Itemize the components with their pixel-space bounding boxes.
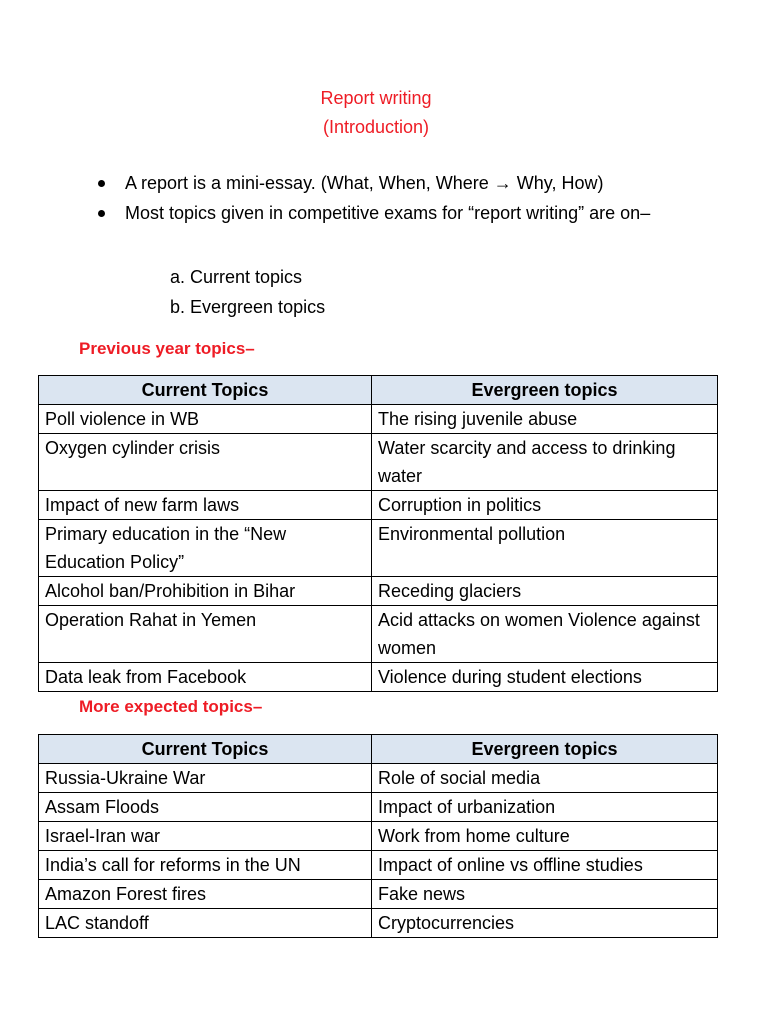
table-cell: Israel-Iran war	[39, 822, 372, 851]
table-cell: India’s call for reforms in the UN	[39, 851, 372, 880]
column-header: Evergreen topics	[372, 735, 718, 764]
table-cell: Alcohol ban/Prohibition in Bihar	[39, 577, 372, 606]
sublist-item-current: a. Current topics	[170, 267, 303, 287]
table-cell: Russia-Ukraine War	[39, 764, 372, 793]
table-header-row	[39, 376, 718, 405]
table-row	[39, 606, 718, 663]
table-row	[39, 851, 718, 880]
table-cell: Impact of new farm laws	[39, 491, 372, 520]
table-cell: Impact of online vs offline studies	[372, 851, 718, 880]
bullet-text: Most topics given in competitive exams for “report writing” are on–	[125, 203, 651, 223]
bullet-dot-icon	[98, 210, 105, 217]
table-row	[39, 491, 718, 520]
table-cell: Primary education in the “New Education Policy”	[39, 520, 372, 577]
bullet-text: A report is a mini-essay. (What, When, Where → Why, How)	[125, 173, 604, 193]
table-cell: Amazon Forest fires	[39, 880, 372, 909]
table-row	[39, 434, 718, 491]
table-header-row	[39, 735, 718, 764]
table-cell: Cryptocurrencies	[372, 909, 718, 938]
table-cell: The rising juvenile abuse	[372, 405, 718, 434]
table-cell: Fake news	[372, 880, 718, 909]
column-header: Current Topics	[39, 735, 372, 764]
table-cell: Role of social media	[372, 764, 718, 793]
previous-topics-table	[38, 375, 718, 692]
title-report-writing: Report writing	[320, 88, 432, 108]
table-cell: Assam Floods	[39, 793, 372, 822]
table-cell: Corruption in politics	[372, 491, 718, 520]
table-row	[39, 663, 718, 692]
column-header: Current Topics	[39, 376, 372, 405]
table-cell: Operation Rahat in Yemen	[39, 606, 372, 663]
table-row	[39, 520, 718, 577]
bullet-dot-icon	[98, 180, 105, 187]
table-cell: Receding glaciers	[372, 577, 718, 606]
table-cell: Environmental pollution	[372, 520, 718, 577]
section-heading-expected: More expected topics–	[79, 697, 263, 716]
bullet-item-topics	[98, 198, 738, 228]
sublist-item-evergreen: b. Evergreen topics	[170, 297, 326, 317]
table-cell: Oxygen cylinder crisis	[39, 434, 372, 491]
table-row	[39, 822, 718, 851]
table-row	[39, 793, 718, 822]
table-cell: Water scarcity and access to drinking water	[372, 434, 718, 491]
table-row	[39, 405, 718, 434]
table-row	[39, 764, 718, 793]
table-cell: Work from home culture	[372, 822, 718, 851]
column-header: Evergreen topics	[372, 376, 718, 405]
table-cell: Violence during student elections	[372, 663, 718, 692]
table-row	[39, 577, 718, 606]
table-cell: Data leak from Facebook	[39, 663, 372, 692]
table-cell: Poll violence in WB	[39, 405, 372, 434]
section-heading-previous: Previous year topics–	[79, 339, 255, 358]
expected-topics-table	[38, 734, 718, 938]
table-row	[39, 909, 718, 938]
table-cell: LAC standoff	[39, 909, 372, 938]
bullet-item-definition	[98, 168, 738, 198]
table-cell: Acid attacks on women Violence against women	[372, 606, 718, 663]
table-row	[39, 880, 718, 909]
bullet-list	[98, 168, 738, 228]
title-introduction: (Introduction)	[322, 117, 430, 137]
table-cell: Impact of urbanization	[372, 793, 718, 822]
